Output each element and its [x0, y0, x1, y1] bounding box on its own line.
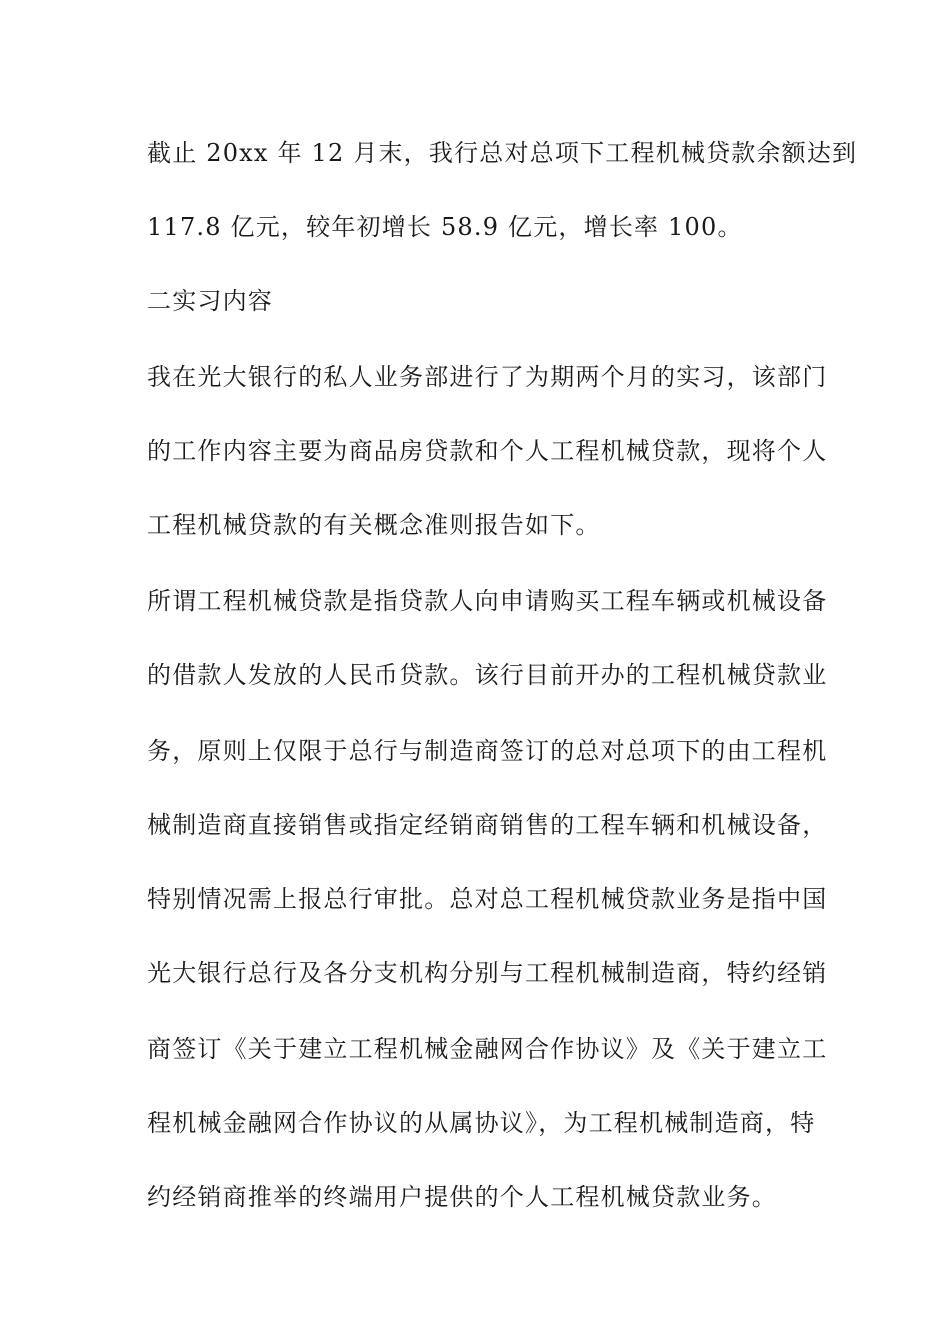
paragraph-line-15: 约经销商推举的终端用户提供的个人工程机械贷款业务。 [147, 1183, 777, 1211]
paragraph-line-5: 的工作内容主要为商品房贷款和个人工程机械贷款，现将个人 [147, 437, 828, 465]
paragraph-line-9: 务，原则上仅限于总行与制造商签订的总对总项下的由工程机 [147, 737, 828, 765]
paragraph-line-6: 工程机械贷款的有关概念准则报告如下。 [147, 511, 601, 539]
paragraph-line-10: 械制造商直接销售或指定经销商销售的工程车辆和机械设备， [147, 811, 828, 839]
paragraph-line-14: 程机械金融网合作协议的从属协议》，为工程机械制造商，特 [147, 1109, 816, 1137]
paragraph-line-8: 的借款人发放的人民币贷款。该行目前开办的工程机械贷款业 [147, 661, 828, 689]
paragraph-line-11: 特别情况需上报总行审批。总对总工程机械贷款业务是指中国 [147, 885, 828, 913]
paragraph-line-2: 117.8 亿元，较年初增长 58.9 亿元，增长率 100。 [147, 213, 743, 241]
paragraph-line-12: 光大银行总行及各分支机构分别与工程机械制造商，特约经销 [147, 959, 828, 987]
section-heading: 二实习内容 [147, 287, 273, 315]
paragraph-line-13: 商签订《关于建立工程机械金融网合作协议》及《关于建立工 [147, 1035, 828, 1063]
paragraph-line-7: 所谓工程机械贷款是指贷款人向申请购买工程车辆或机械设备 [147, 587, 828, 615]
paragraph-line-1: 截止 20xx 年 12 月末，我行总对总项下工程机械贷款余额达到 [147, 139, 858, 167]
paragraph-line-4: 我在光大银行的私人业务部进行了为期两个月的实习，该部门 [147, 363, 828, 391]
